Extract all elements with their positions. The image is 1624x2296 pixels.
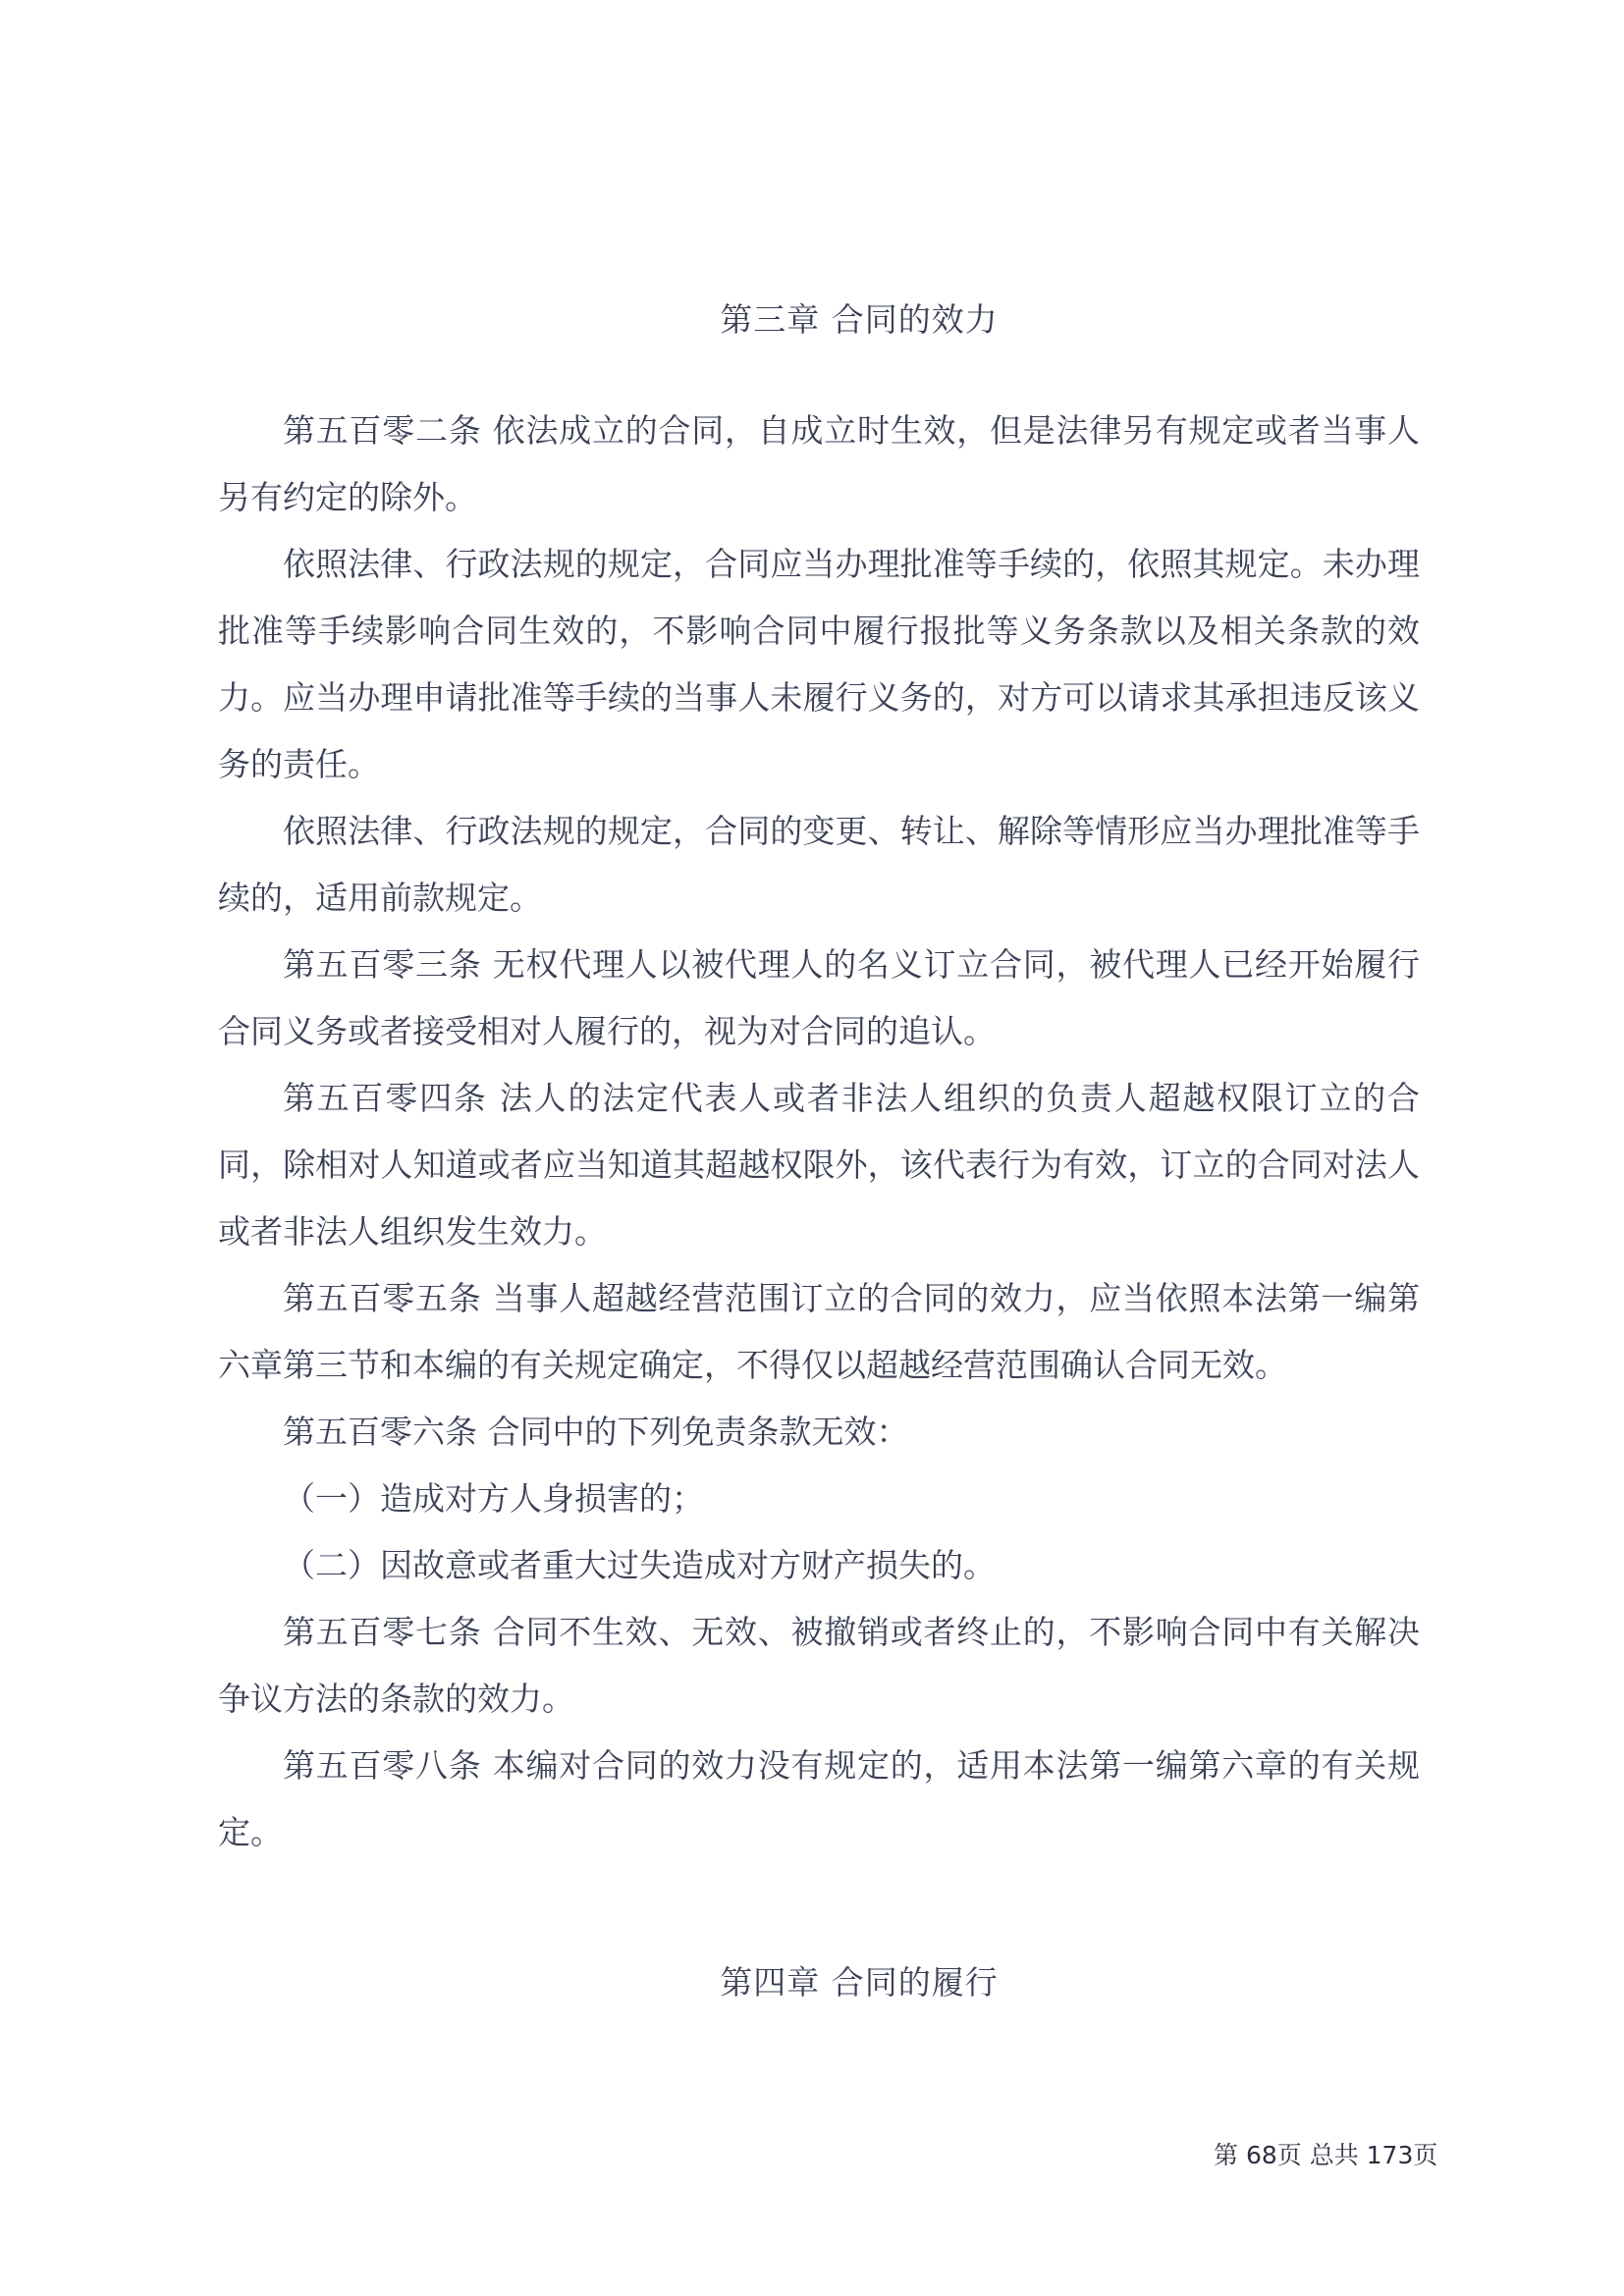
article-508-paragraph: 第五百零八条 本编对合同的效力没有规定的，适用本法第一编第六章的有关规定。 [218, 1746, 1420, 1851]
page-number-footer: 第 68页 总共 173页 [1214, 2141, 1438, 2169]
article-506-paragraph: 第五百零六条 合同中的下列免责条款无效： [283, 1413, 909, 1451]
article-505-paragraph: 第五百零五条 当事人超越经营范围订立的合同的效力，应当依照本法第一编第六章第三节和本编的有关规定确定，不得仅以超越经营范围确认合同无效。 [218, 1279, 1420, 1384]
article-502-paragraph: 第五百零二条 依法成立的合同，自成立时生效，但是法律另有规定或者当事人另有约定的除外。 [218, 411, 1420, 516]
article-506-item-1: （一）造成对方人身损害的； [283, 1479, 704, 1518]
document-body [218, 398, 1420, 1866]
article-504-paragraph: 第五百零四条 法人的法定代表人或者非法人组织的负责人超越权限订立的合同，除相对人知道或者应当知道其超越权限外，该代表行为有效，订立的合同对法人或者非法人组织发生效力。 [218, 1079, 1420, 1251]
article-507-paragraph: 第五百零七条 合同不生效、无效、被撤销或者终止的，不影响合同中有关解决争议方法的条款的效力。 [218, 1613, 1420, 1718]
article-503-paragraph: 第五百零三条 无权代理人以被代理人的名义订立合同，被代理人已经开始履行合同义务或者接受相对人履行的，视为对合同的追认。 [218, 945, 1420, 1050]
article-502-paragraph-3: 依照法律、行政法规的规定，合同的变更、转让、解除等情形应当办理批准等手续的，适用前款规定。 [218, 812, 1420, 917]
article-502-paragraph-2: 依照法律、行政法规的规定，合同应当办理批准等手续的，依照其规定。未办理批准等手续影响合同生效的，不影响合同中履行报批等义务条款以及相关条款的效力。应当办理申请批准等手续的当事人未履行义务的，对方可以请求其承担违反该义务的责任。 [218, 545, 1420, 783]
article-506-item-2: （二）因故意或者重大过失造成对方财产损失的。 [283, 1546, 996, 1584]
chapter-3-title: 第三章 合同的效力 [720, 300, 999, 339]
chapter-4-title: 第四章 合同的履行 [720, 1963, 999, 2002]
